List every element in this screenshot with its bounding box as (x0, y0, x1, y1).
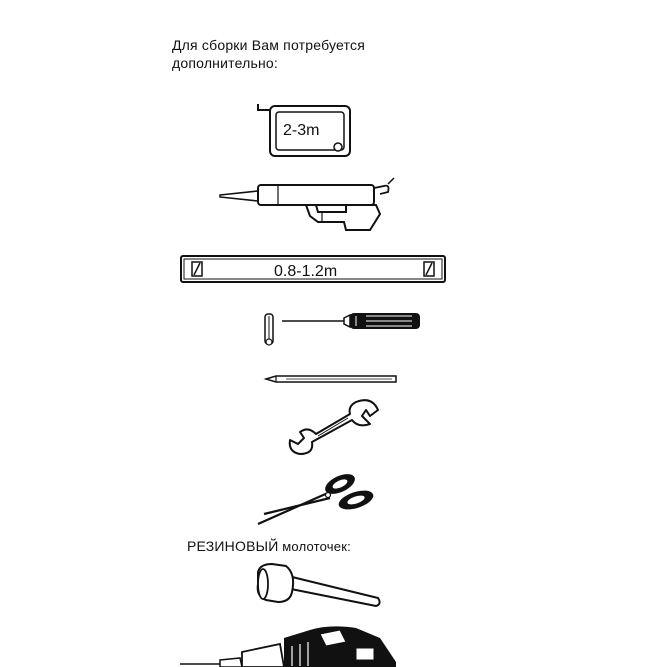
spirit-level-label: 0.8-1.2m (274, 263, 338, 280)
drill-icon (180, 612, 410, 667)
instructions-heading (172, 36, 472, 72)
scissors-icon (256, 470, 378, 526)
tape-measure-icon (256, 100, 356, 162)
rubber-mallet-label-caps: РЕЗИНОВЫЙ (187, 538, 279, 554)
screwdriver (252, 308, 424, 350)
scissors (256, 470, 378, 526)
screwdriver-icon (252, 308, 424, 350)
drill (180, 612, 410, 667)
pencil (264, 372, 400, 386)
heading-line-2: дополнительно: (172, 55, 278, 71)
rubber-mallet-label-rest: молоточек: (282, 539, 351, 554)
tape-measure (256, 100, 356, 162)
wrench (286, 398, 382, 458)
tape-measure-label: 2-3m (283, 122, 320, 139)
pencil-icon (264, 372, 400, 386)
heading-line-1: Для сборки Вам потребуется (172, 37, 365, 53)
rubber-mallet-label (187, 538, 351, 554)
wrench-icon (286, 398, 382, 458)
rubber-mallet (254, 560, 384, 610)
spirit-level (180, 254, 446, 284)
rubber-mallet-icon (254, 560, 384, 610)
spirit-level-icon (180, 254, 446, 284)
caulking-gun (218, 172, 398, 234)
caulking-gun-icon (218, 172, 398, 234)
